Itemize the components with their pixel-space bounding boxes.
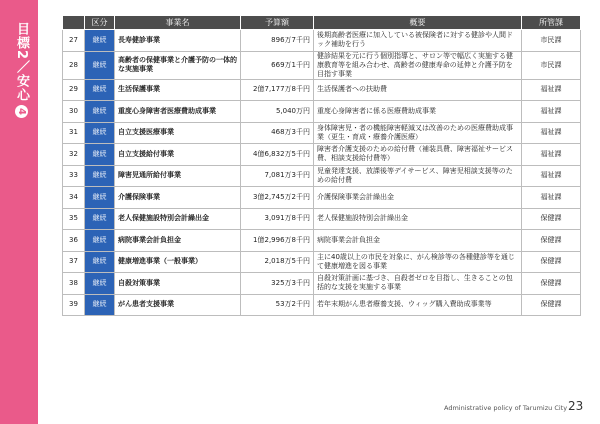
- row-department: 保健課: [522, 251, 581, 273]
- table-row: [63, 273, 581, 295]
- row-department: 保健課: [522, 208, 581, 230]
- table-row: [63, 79, 581, 101]
- row-number: 27: [63, 30, 85, 52]
- section-number-badge: 4: [15, 105, 28, 118]
- row-department: 保健課: [522, 230, 581, 252]
- row-budget: 1億2,996万8千円: [241, 230, 314, 252]
- row-department: 福祉課: [522, 165, 581, 187]
- row-department: 市民課: [522, 51, 581, 79]
- row-project-name: 自立支援給付事業: [115, 144, 241, 166]
- table-row: [63, 230, 581, 252]
- row-number: 34: [63, 187, 85, 209]
- row-project-name: 重度心身障害者医療費助成事業: [115, 101, 241, 123]
- row-budget: 669万1千円: [241, 51, 314, 79]
- row-summary: 障害者介護支援のための給付費（補装具費、障害福祉サービス費、相談支援給付費等）: [314, 144, 522, 166]
- row-budget: 2億7,177万8千円: [241, 79, 314, 101]
- section-title: [9, 22, 29, 118]
- section-title-text: 目標2／安心: [14, 22, 29, 103]
- row-budget: 3億2,745万2千円: [241, 187, 314, 209]
- header-budget: 予算額: [241, 16, 314, 30]
- row-project-name: 自立支援医療事業: [115, 122, 241, 144]
- row-category: 継続: [85, 251, 115, 273]
- row-budget: 325万3千円: [241, 273, 314, 295]
- row-budget: 7,081万3千円: [241, 165, 314, 187]
- row-department: 保健課: [522, 294, 581, 316]
- row-number: 36: [63, 230, 85, 252]
- row-number: 31: [63, 122, 85, 144]
- table-row: [63, 294, 581, 316]
- row-budget: 2,018万5千円: [241, 251, 314, 273]
- row-number: 28: [63, 51, 85, 79]
- row-budget: 5,040万円: [241, 101, 314, 123]
- row-number: 33: [63, 165, 85, 187]
- row-summary: 老人保健施設特別会計繰出金: [314, 208, 522, 230]
- row-category: 継続: [85, 294, 115, 316]
- row-summary: 生活保護者への扶助費: [314, 79, 522, 101]
- row-project-name: がん患者支援事業: [115, 294, 241, 316]
- row-project-name: 介護保険事業: [115, 187, 241, 209]
- row-category: 継続: [85, 273, 115, 295]
- row-department: 福祉課: [522, 144, 581, 166]
- row-summary: 介護保険事業会計繰出金: [314, 187, 522, 209]
- row-department: 福祉課: [522, 79, 581, 101]
- table-row: [63, 51, 581, 79]
- table-row: [63, 165, 581, 187]
- row-department: 福祉課: [522, 187, 581, 209]
- row-summary: 自殺対策計画に基づき、自殺者ゼロを目指し、生きることの包括的な支援を実施する事業: [314, 273, 522, 295]
- row-department: 福祉課: [522, 101, 581, 123]
- row-category: 継続: [85, 230, 115, 252]
- header-kubun: 区分: [85, 16, 115, 30]
- row-summary: 児童発達支援、放課後等デイサービス、障害児相談支援等のための給付費: [314, 165, 522, 187]
- row-budget: 3,091万8千円: [241, 208, 314, 230]
- row-category: 継続: [85, 187, 115, 209]
- row-department: 福祉課: [522, 122, 581, 144]
- row-number: 39: [63, 294, 85, 316]
- row-project-name: 長寿健診事業: [115, 30, 241, 52]
- row-category: 継続: [85, 144, 115, 166]
- footer-caption: Administrative policy of Tarumizu City: [444, 404, 568, 412]
- row-category: 継続: [85, 51, 115, 79]
- row-summary: 後期高齢者医療に加入している被保険者に対する健診や人間ドック補助を行う: [314, 30, 522, 52]
- row-project-name: 老人保健施設特別会計繰出金: [115, 208, 241, 230]
- row-budget: 468万3千円: [241, 122, 314, 144]
- row-category: 継続: [85, 208, 115, 230]
- project-table: [62, 15, 581, 316]
- page-number: 23: [568, 399, 584, 413]
- row-number: 30: [63, 101, 85, 123]
- table-row: [63, 208, 581, 230]
- row-summary: 主に40歳以上の市民を対象に、がん検診等の各種健診等を通じて健康増進を図る事業: [314, 251, 522, 273]
- row-number: 29: [63, 79, 85, 101]
- row-summary: 身体障害児・者の機能障害軽減又は改善のための医療費助成事業（更生・育成・療養介護医療）: [314, 122, 522, 144]
- table-header-row: [63, 16, 581, 30]
- row-summary: 若年末期がん患者療養支援、ウィッグ購入費助成事業等: [314, 294, 522, 316]
- header-dept: 所管課: [522, 16, 581, 30]
- row-department: 保健課: [522, 273, 581, 295]
- row-department: 市民課: [522, 30, 581, 52]
- row-project-name: 自殺対策事業: [115, 273, 241, 295]
- row-project-name: 高齢者の保健事業と介護予防の一体的な実施事業: [115, 51, 241, 79]
- header-no: [63, 16, 85, 30]
- row-budget: 53万2千円: [241, 294, 314, 316]
- header-name: 事業名: [115, 16, 241, 30]
- row-category: 継続: [85, 101, 115, 123]
- row-category: 継続: [85, 79, 115, 101]
- row-project-name: 病院事業会計負担金: [115, 230, 241, 252]
- table-body: [63, 30, 581, 316]
- row-summary: 重度心身障害者に係る医療費助成事業: [314, 101, 522, 123]
- row-budget: 896万7千円: [241, 30, 314, 52]
- row-category: 継続: [85, 30, 115, 52]
- table-row: [63, 251, 581, 273]
- table-row: [63, 144, 581, 166]
- table-row: [63, 101, 581, 123]
- row-project-name: 生活保護事業: [115, 79, 241, 101]
- table-row: [63, 122, 581, 144]
- row-number: 35: [63, 208, 85, 230]
- sidebar-band: [0, 0, 38, 424]
- table-row: [63, 30, 581, 52]
- table-row: [63, 187, 581, 209]
- row-summary: 病院事業会計負担金: [314, 230, 522, 252]
- row-summary: 健診結果を元に行う個別指導と、サロン等で幅広く実施する健康教育等を組み合わせ、高齢者の健康寿命の延伸と介護予防を目指す事業: [314, 51, 522, 79]
- row-budget: 4億6,832万5千円: [241, 144, 314, 166]
- header-gaiyo: 概要: [314, 16, 522, 30]
- row-number: 32: [63, 144, 85, 166]
- row-project-name: 障害児通所給付事業: [115, 165, 241, 187]
- row-category: 継続: [85, 165, 115, 187]
- row-number: 37: [63, 251, 85, 273]
- row-number: 38: [63, 273, 85, 295]
- row-category: 継続: [85, 122, 115, 144]
- row-project-name: 健康増進事業（一般事業）: [115, 251, 241, 273]
